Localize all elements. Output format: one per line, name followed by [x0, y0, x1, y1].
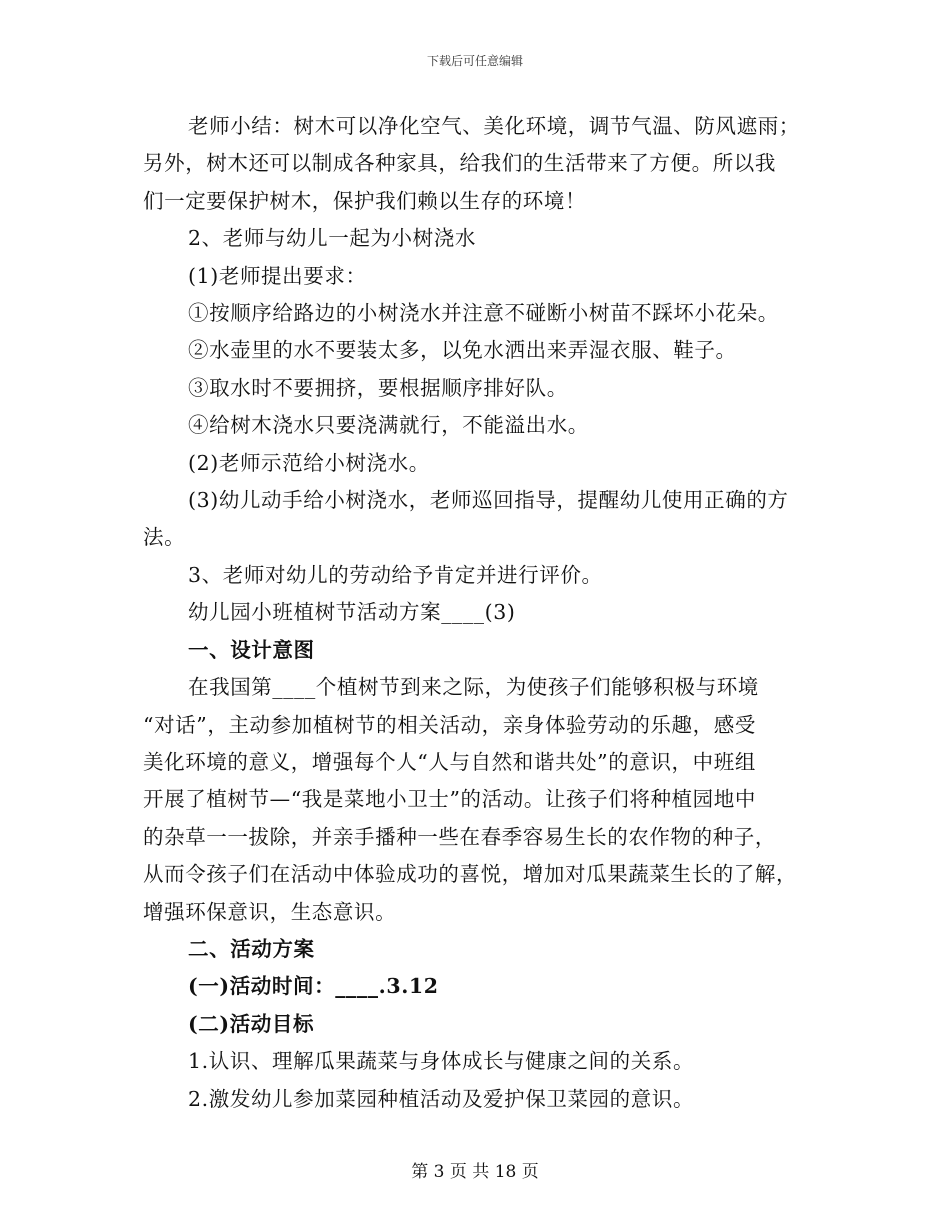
heading-activity-goals: (二)活动目标 — [188, 1011, 315, 1036]
sub-item-2-demo: (2)老师示范给小树浇水。 — [188, 450, 430, 475]
goal-item-1: 1.认识、理解瓜果蔬菜与身体成长与健康之间的关系。 — [188, 1049, 695, 1074]
design-intent-line-7: 增强环保意识，生态意识。 — [143, 899, 397, 924]
design-intent-line-4: 开展了植树节—“我是菜地小卫士”的活动。让孩子们将种植园地中 — [143, 787, 756, 812]
activity-time: (一)活动时间：____.3.12 — [188, 974, 439, 999]
section-step-2-heading: 2、老师与幼儿一起为小树浇水 — [188, 226, 476, 251]
heading-activity-plan: 二、活动方案 — [188, 936, 315, 961]
section-step-3: 3、老师对幼儿的劳动给予肯定并进行评价。 — [188, 562, 603, 587]
paragraph-teacher-summary-line-1: 老师小结：树木可以净化空气、美化环境，调节气温、防风遮雨； — [188, 114, 800, 138]
plan-title: 幼儿园小班植树节活动方案____(3) — [188, 600, 516, 625]
sub-item-3-line-2: 法。 — [143, 525, 186, 550]
heading-design-intent: 一、设计意图 — [188, 637, 315, 662]
sub-item-1-requirements: (1)老师提出要求： — [188, 263, 367, 288]
requirement-item-4: ④给树木浇水只要浇满就行，不能溢出水。 — [188, 413, 589, 438]
design-intent-line-5: 的杂草一一拔除，并亲手播种一些在春季容易生长的农作物的种子， — [143, 824, 776, 849]
requirement-item-2: ②水壶里的水不要装太多，以免水洒出来弄湿衣服、鞋子。 — [188, 338, 737, 363]
design-intent-line-3: 美化环境的意义，增强每个人“人与自然和谐共处”的意识，中班组 — [143, 749, 756, 774]
design-intent-line-6: 从而令孩子们在活动中体验成功的喜悦，增加对瓜果蔬菜生长的了解， — [143, 862, 798, 887]
sub-item-3-line-1: (3)幼儿动手给小树浇水，老师巡回指导，提醒幼儿使用正确的方 — [188, 488, 789, 513]
design-intent-line-2: “对话”，主动参加植树节的相关活动，亲身体验劳动的乐趣，感受 — [143, 712, 756, 737]
goal-item-2: 2.激发幼儿参加菜园种植活动及爱护保卫菜园的意识。 — [188, 1086, 695, 1111]
document-body — [143, 108, 808, 1118]
paragraph-teacher-summary-line-2: 另外，树木还可以制成各种家具，给我们的生活带来了方便。所以我 — [143, 151, 776, 176]
design-intent-line-1: 在我国第____个植树节到来之际，为使孩子们能够积极与环境 — [188, 675, 759, 700]
page-footer: 第 3 页 共 18 页 — [411, 1162, 539, 1182]
requirement-item-1: ①按顺序给路边的小树浇水并注意不碰断小树苗不踩坏小花朵。 — [188, 301, 779, 326]
page-header: 下载后可任意编辑 — [426, 54, 523, 68]
requirement-item-3: ③取水时不要拥挤，要根据顺序排好队。 — [188, 375, 568, 400]
paragraph-teacher-summary-line-3: 们一定要保护树木，保护我们赖以生存的环境！ — [143, 188, 587, 213]
